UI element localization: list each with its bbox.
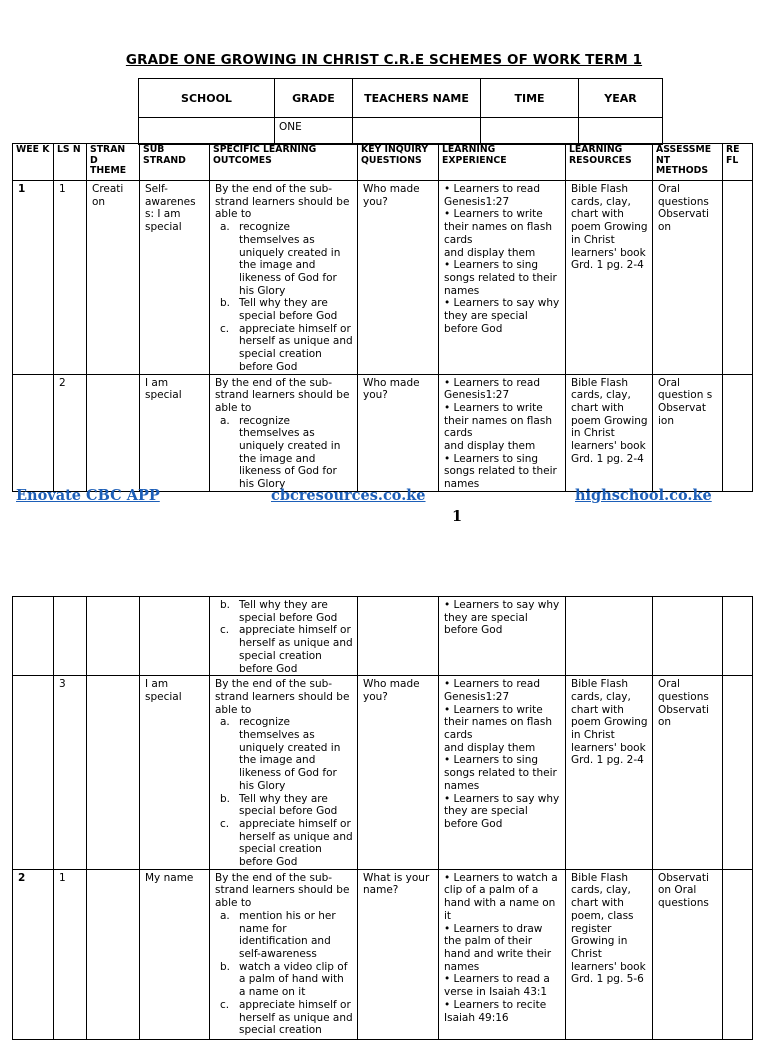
- experience-item: • Learners to say why they are special before God: [444, 297, 560, 335]
- col-assessment: ASSESSME NT METHODS: [653, 144, 723, 181]
- outcome-item: [215, 910, 353, 961]
- outcomes-cell: [210, 597, 358, 676]
- outcomes-list: [215, 599, 353, 675]
- lesson-cell: 3: [54, 676, 87, 870]
- outcome-item: [215, 599, 353, 624]
- question-cell: Who made you?: [358, 181, 439, 375]
- col-resources: LEARNING RESOURCES: [566, 144, 653, 181]
- outcome-marker: b.: [220, 297, 231, 310]
- resources-cell: [566, 597, 653, 676]
- outcome-text: Tell why they are special before God: [239, 599, 338, 624]
- week-cell: [13, 676, 54, 870]
- outcome-item: [215, 624, 353, 675]
- school-header: SCHOOL: [139, 79, 275, 118]
- column-header-row: [13, 144, 753, 181]
- col-reflection: RE FL: [723, 144, 753, 181]
- assessment-cell: Oral question s Observat ion: [653, 374, 723, 491]
- experience-item: and display them: [444, 246, 536, 259]
- col-experience: LEARNING EXPERIENCE: [439, 144, 566, 181]
- school-value: [139, 118, 275, 145]
- experience-cell: [439, 676, 566, 870]
- sub-strand-cell: My name: [140, 869, 210, 1039]
- outcome-text: recognize themselves as uniquely created in the image and likeness of God for his Glory: [239, 221, 341, 297]
- lesson-cell: 2: [54, 374, 87, 491]
- reflection-cell: [723, 676, 753, 870]
- question-cell: What is your name?: [358, 869, 439, 1039]
- info-value-row: [139, 118, 663, 145]
- outcomes-cell: [210, 869, 358, 1039]
- strand-cell: Creati on: [87, 181, 140, 375]
- outcome-marker: b.: [220, 960, 231, 973]
- outcomes-list: [215, 716, 353, 868]
- sub-strand-cell: [140, 597, 210, 676]
- experience-item: • Learners to write their names on flash cards: [444, 703, 552, 742]
- experience-item: • Learners to say why they are special before God: [444, 792, 560, 830]
- table-row: [13, 597, 753, 676]
- experience-cell: [439, 374, 566, 491]
- experience-item: • Learners to draw the palm of their hand and write their names: [444, 922, 552, 973]
- resources-cell: Bible Flash cards, clay, chart with poem, class register Growing in Christ learners' book Grd. 1 pg. 5-6: [566, 869, 653, 1039]
- table-row: [13, 869, 753, 1039]
- table-row: [13, 181, 753, 375]
- outcome-marker: b.: [220, 599, 231, 611]
- outcome-text: recognize themselves as uniquely created in the image and likeness of God for his Glory: [239, 716, 341, 792]
- outcome-marker: c.: [220, 817, 230, 830]
- experience-item: • Learners to sing songs related to their names: [444, 754, 557, 792]
- question-cell: Who made you?: [358, 374, 439, 491]
- footer-cbcresources-link[interactable]: cbcresources.co.ke: [271, 487, 426, 504]
- outcome-item: [215, 323, 353, 374]
- reflection-cell: [723, 181, 753, 375]
- experience-item: • Learners to say why they are special before God: [444, 599, 560, 637]
- col-sub-strand: SUB STRAND: [140, 144, 210, 181]
- assessment-cell: Oral questions Observati on: [653, 676, 723, 870]
- outcome-item: [215, 793, 353, 818]
- outcome-marker: b.: [220, 792, 231, 805]
- reflection-cell: [723, 869, 753, 1039]
- outcome-item: [215, 961, 353, 999]
- experience-item: • Learners to read Genesis1:27: [444, 376, 540, 402]
- outcome-item: [215, 415, 353, 491]
- assessment-cell: Observati on Oral questions: [653, 869, 723, 1039]
- week-cell: 2: [13, 869, 54, 1039]
- outcome-item: [215, 818, 353, 869]
- page-number: 1: [452, 508, 463, 525]
- week-cell: [13, 374, 54, 491]
- outcome-text: appreciate himself or herself as unique and special creation before God: [239, 322, 353, 373]
- reflection-cell: [723, 374, 753, 491]
- strand-cell: [87, 597, 140, 676]
- table-row: [13, 676, 753, 870]
- teachers-name-value: [353, 118, 481, 145]
- assessment-cell: Oral questions Observati on: [653, 181, 723, 375]
- scheme-table-page-2: [12, 596, 753, 1040]
- sub-strand-cell: Self-awarenes s: I am special: [140, 181, 210, 375]
- outcome-text: Tell why they are special before God: [239, 297, 338, 323]
- experience-cell: [439, 181, 566, 375]
- resources-cell: Bible Flash cards, clay, chart with poem Growing in Christ learners' book Grd. 1 pg. 2-4: [566, 181, 653, 375]
- strand-cell: [87, 374, 140, 491]
- assessment-cell: [653, 597, 723, 676]
- time-value: [481, 118, 579, 145]
- outcome-marker: a.: [220, 716, 230, 729]
- table-row: [13, 374, 753, 491]
- outcomes-intro: By the end of the sub-strand learners should be able to: [215, 376, 350, 414]
- outcomes-cell: [210, 676, 358, 870]
- lesson-cell: 1: [54, 181, 87, 375]
- page-title: GRADE ONE GROWING IN CHRIST C.R.E SCHEMES OF WORK TERM 1: [125, 52, 643, 68]
- year-value: [579, 118, 663, 145]
- outcomes-intro: By the end of the sub-strand learners should be able to: [215, 183, 350, 221]
- lesson-cell: 1: [54, 869, 87, 1039]
- time-header: TIME: [481, 79, 579, 118]
- outcome-text: recognize themselves as uniquely created in the image and likeness of God for his Glory: [239, 414, 341, 491]
- experience-item: and display them: [444, 440, 536, 453]
- outcomes-list: [215, 910, 353, 1037]
- experience-item: • Learners to read Genesis1:27: [444, 183, 540, 208]
- outcome-item: [215, 716, 353, 792]
- lesson-cell: [54, 597, 87, 676]
- sub-strand-cell: I am special: [140, 374, 210, 491]
- outcome-marker: a.: [220, 909, 230, 922]
- outcomes-cell: [210, 181, 358, 375]
- week-cell: 1: [13, 181, 54, 375]
- week-cell: [13, 597, 54, 676]
- outcome-marker: a.: [220, 221, 230, 234]
- outcomes-list: [215, 221, 353, 373]
- grade-header: GRADE: [275, 79, 353, 118]
- outcome-text: appreciate himself or herself as unique and special creation before God: [239, 817, 353, 869]
- col-strand: STRAN D THEME: [87, 144, 140, 181]
- info-header-row: [139, 79, 663, 118]
- question-cell: Who made you?: [358, 676, 439, 870]
- experience-item: • Learners to sing songs related to their names: [444, 259, 557, 297]
- experience-item: • Learners to write their names on flash cards: [444, 208, 552, 246]
- footer-highschool-link[interactable]: highschool.co.ke: [575, 487, 712, 504]
- outcome-marker: c.: [220, 998, 230, 1011]
- outcome-item: [215, 297, 353, 322]
- outcome-text: Tell why they are special before God: [239, 792, 338, 818]
- col-outcomes: SPECIFIC LEARNING OUTCOMES: [210, 144, 358, 181]
- year-header: YEAR: [579, 79, 663, 118]
- outcome-text: watch a video clip of a palm of hand with a name on it: [239, 960, 348, 999]
- resources-cell: Bible Flash cards, clay, chart with poem Growing in Christ learners' book Grd. 1 pg. 2-4: [566, 676, 653, 870]
- strand-cell: [87, 869, 140, 1039]
- resources-cell: Bible Flash cards, clay, chart with poem Growing in Christ learners' book Grd. 1 pg. 2-4: [566, 374, 653, 491]
- experience-cell: [439, 597, 566, 676]
- sub-strand-cell: I am special: [140, 676, 210, 870]
- experience-item: • Learners to recite Isaiah 49:16: [444, 998, 547, 1024]
- outcome-marker: c.: [220, 624, 230, 637]
- col-week: WEE K: [13, 144, 54, 181]
- footer-enovate-link[interactable]: Enovate CBC APP: [16, 487, 160, 504]
- col-questions: KEY INQUIRY QUESTIONS: [358, 144, 439, 181]
- reflection-cell: [723, 597, 753, 676]
- outcome-item: [215, 221, 353, 297]
- outcome-item: [215, 999, 353, 1037]
- experience-cell: [439, 869, 566, 1039]
- outcome-text: appreciate himself or herself as unique and special creation: [239, 998, 353, 1037]
- experience-item: • Learners to read a verse in Isaiah 43:1: [444, 973, 550, 999]
- teachers-name-header: TEACHERS NAME: [353, 79, 481, 118]
- experience-item: and display them: [444, 741, 536, 754]
- grade-value: ONE: [275, 118, 353, 145]
- outcomes-intro: By the end of the sub-strand learners should be able to: [215, 871, 350, 910]
- experience-item: • Learners to watch a clip of a palm of a hand with a name on it: [444, 871, 558, 922]
- experience-item: • Learners to sing songs related to their names: [444, 452, 557, 491]
- outcome-text: mention his or her name for identification and self-awareness: [239, 909, 336, 960]
- outcomes-intro: By the end of the sub-strand learners should be able to: [215, 678, 350, 716]
- strand-cell: [87, 676, 140, 870]
- col-lesson: LS N: [54, 144, 87, 181]
- outcome-text: appreciate himself or herself as unique and special creation before God: [239, 624, 353, 675]
- outcomes-cell: [210, 374, 358, 491]
- scheme-table-page-1: [12, 143, 753, 492]
- school-info-table: [138, 78, 663, 145]
- experience-item: • Learners to write their names on flash cards: [444, 401, 552, 440]
- question-cell: [358, 597, 439, 676]
- outcomes-list: [215, 415, 353, 491]
- experience-item: • Learners to read Genesis1:27: [444, 678, 540, 703]
- outcome-marker: a.: [220, 414, 230, 427]
- outcome-marker: c.: [220, 322, 230, 335]
